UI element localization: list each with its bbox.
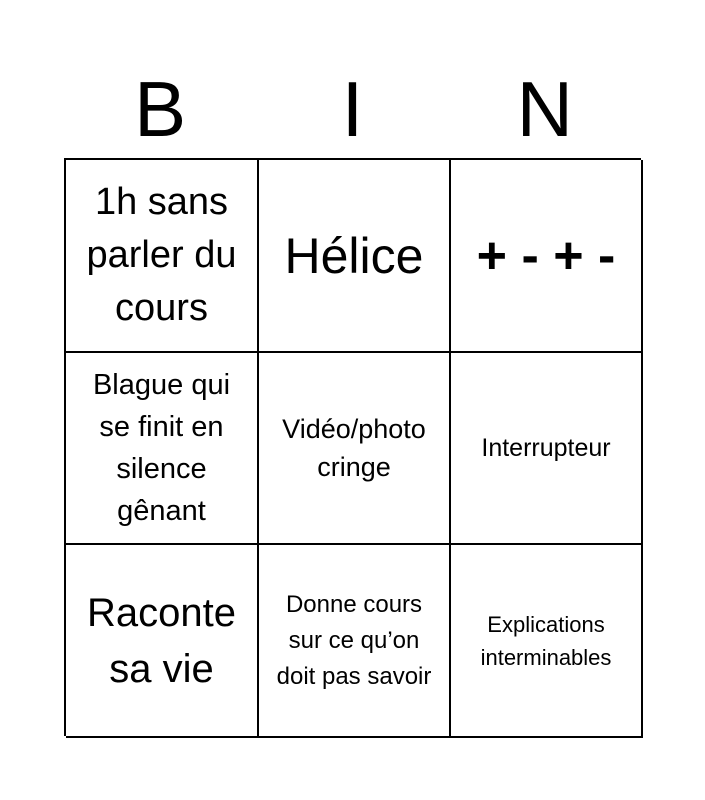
bingo-cell-text: Blague qui se finit en silence gênant xyxy=(92,369,231,527)
bingo-cell-text: 1h sans parler du cours xyxy=(86,181,237,329)
header-letter-b: B xyxy=(134,65,187,153)
bingo-cell-text: Raconte sa vie xyxy=(87,590,236,691)
bingo-cell-6[interactable] xyxy=(451,353,643,545)
bingo-header xyxy=(64,60,641,158)
bingo-cell-text: Explications interminables xyxy=(480,611,612,670)
bingo-cell-5[interactable] xyxy=(259,353,451,545)
bingo-cell-text: Interrupteur xyxy=(481,434,611,462)
bingo-cell-1[interactable] xyxy=(66,160,259,353)
bingo-cell-3[interactable] xyxy=(451,160,643,353)
bingo-cell-8[interactable] xyxy=(259,545,451,738)
bingo-cell-text: Donne cours sur ce qu’on doit pas savoir xyxy=(276,590,432,690)
header-letter-n: N xyxy=(516,65,573,153)
bingo-cell-9[interactable] xyxy=(451,545,643,738)
bingo-cell-7[interactable] xyxy=(66,545,259,738)
bingo-cell-text: Vidéo/photo cringe xyxy=(282,414,426,482)
bingo-cell-2[interactable] xyxy=(259,160,451,353)
bingo-cell-text: + - + - xyxy=(476,226,616,285)
bingo-cell-4[interactable] xyxy=(66,353,259,545)
bingo-grid xyxy=(64,158,641,736)
header-letter-i: I xyxy=(341,65,364,153)
bingo-cell-text: Hélice xyxy=(284,227,424,284)
